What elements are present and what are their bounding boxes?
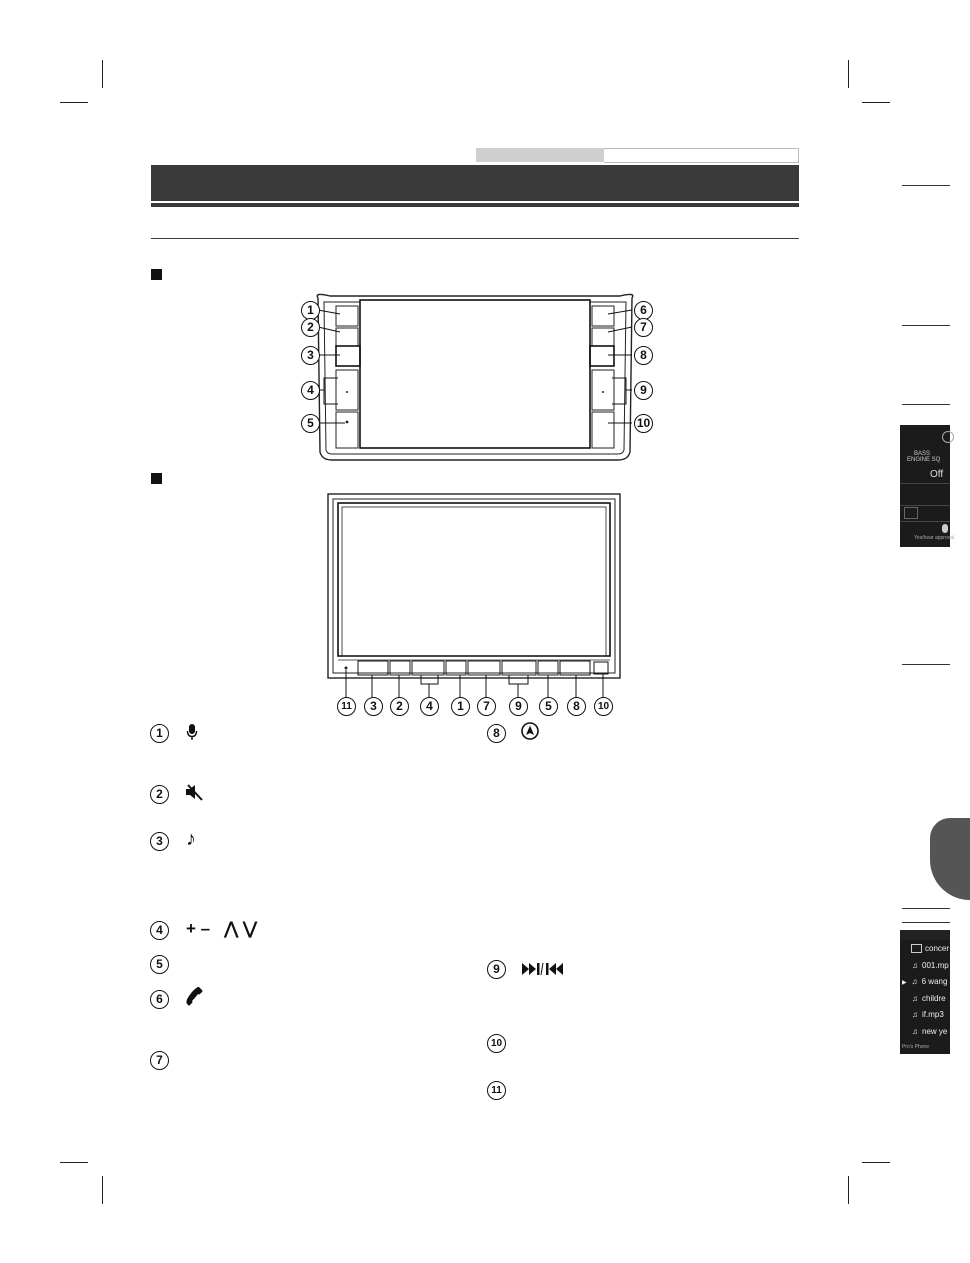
header-tab-left [476,148,604,162]
list-item-label: concer [925,944,950,953]
crop-mark [848,60,849,88]
desc-number-8: 8 [487,724,506,743]
index-line [902,185,950,186]
list-item-label: 6 wang [921,977,948,986]
callout-6: 6 [634,301,653,320]
thumb-divider [900,505,950,506]
microphone-icon [186,723,198,741]
callout-2: 2 [301,318,320,337]
section-bullet-icon [151,269,162,280]
crop-mark [102,60,103,88]
crop-mark [862,102,890,103]
callout-9: 9 [634,381,653,400]
thumb-divider [900,521,950,522]
thumb-value: Off [930,469,944,480]
desc-number-11: 11 [487,1081,506,1100]
desc-number-10: 10 [487,1034,506,1053]
head-unit-diagram-1 [290,292,660,464]
section-rule [151,238,799,239]
mute-icon [184,783,204,801]
music-note-icon: ♫ [912,1027,918,1036]
callout-1: 1 [451,697,470,716]
list-item [900,941,948,957]
desc-number-2: 2 [150,785,169,804]
crop-mark [60,102,88,103]
thumb-engine-label: ENGINE SQ [907,457,941,463]
desc-number-5: 5 [150,955,169,974]
callout-4: 4 [301,381,320,400]
list-item [900,974,948,990]
callout-11: 11 [337,697,356,716]
skip-track-icons [522,962,588,976]
header-tab-right [604,148,799,163]
index-line [902,325,950,326]
list-item-label: new ye [922,1027,948,1036]
thumb-divider [900,483,950,484]
page-title-bar [151,165,799,201]
callout-10: 10 [634,414,653,433]
callout-7: 7 [477,697,496,716]
music-note-icon: ♫ [911,977,918,986]
list-item [900,1024,948,1040]
thumb-voice-icon [942,524,948,533]
music-note-icon: ♫ [912,961,918,970]
volume-up-down-icons: + – ⋀ ⋁ [186,919,257,938]
thumb-bass-label: BASS [914,451,931,457]
desc-number-1: 1 [150,724,169,743]
index-line [902,922,950,923]
callout-4: 4 [420,697,439,716]
thumb-bottom-text: Yes/hear approval [914,535,955,541]
list-item [900,991,948,1007]
navigation-icon [521,722,539,740]
phone-icon [186,986,204,1006]
section-bullet-icon [151,473,162,484]
list-item [900,958,948,974]
crop-mark [848,1176,849,1204]
callout-3: 3 [364,697,383,716]
callout-10: 10 [594,697,613,716]
callout-8: 8 [634,346,653,365]
callout-1: 1 [301,301,320,320]
folder-icon [911,944,922,953]
thumb-minus-button [904,507,918,519]
index-line [902,908,950,909]
desc-number-6: 6 [150,990,169,1009]
list-item-label: childre [922,994,946,1003]
desc-number-3: 3 [150,832,169,851]
list-item [900,1007,948,1023]
title-rule [151,203,799,207]
music-note-icon: ♫ [912,994,918,1003]
callout-9: 9 [509,697,528,716]
callout-8: 8 [567,697,586,716]
callout-5: 5 [301,414,320,433]
crop-mark [60,1162,88,1163]
thumbnail-eq-screen [900,425,955,547]
thumb-top-icon [942,431,954,443]
thumb-status-bar [900,930,950,940]
callout-3: 3 [301,346,320,365]
music-note-icon: ♪ [186,828,196,850]
list-item-label: if.mp3 [922,1010,944,1019]
crop-mark [862,1162,890,1163]
callout-7: 7 [634,318,653,337]
head-unit-diagram-2 [326,492,624,692]
list-item-label: 001.mp [922,961,949,970]
desc-number-4: 4 [150,921,169,940]
music-note-icon: ♫ [912,1010,918,1019]
chapter-tab [930,818,970,900]
index-line [902,404,950,405]
thumbnail-file-list [900,930,950,1054]
crop-mark [102,1176,103,1204]
desc-number-9: 9 [487,960,506,979]
desc-number-7: 7 [150,1051,169,1070]
callout-5: 5 [539,697,558,716]
index-line [902,664,950,665]
play-indicator-icon: ▶ [902,980,907,986]
thumb-list-footer: Pro's Phone [902,1044,930,1050]
callout-2: 2 [390,697,409,716]
